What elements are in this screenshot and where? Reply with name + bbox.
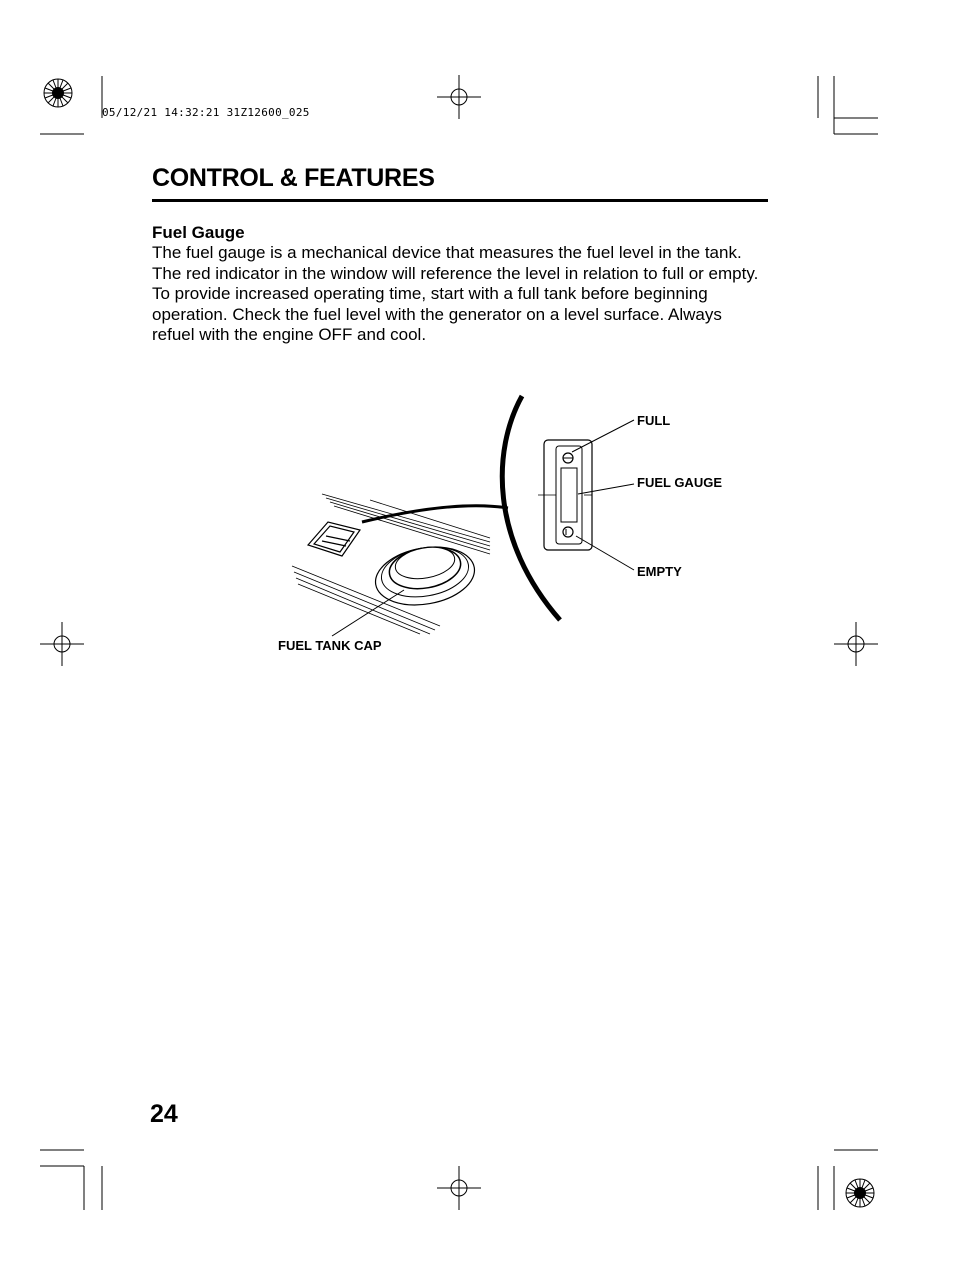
title-rule xyxy=(152,199,768,202)
fuel-gauge-illustration xyxy=(270,390,740,670)
registration-starburst-icon xyxy=(846,1179,874,1207)
registration-crosshair-icon xyxy=(437,1166,481,1210)
registration-crosshair-icon xyxy=(834,622,878,666)
fuel-tank-cap-icon xyxy=(371,540,479,613)
label-fuel-gauge: FUEL GAUGE xyxy=(637,475,722,490)
section-title: CONTROL & FEATURES xyxy=(152,164,435,192)
registration-starburst-icon xyxy=(44,79,72,107)
label-full: FULL xyxy=(637,413,671,428)
registration-crosshair-icon xyxy=(40,622,84,666)
print-stamp: 05/12/21 14:32:21 31Z12600_025 xyxy=(102,106,310,119)
body-paragraph: The fuel gauge is a mechanical device that measures the fuel level in the tank. The red indicator in the window will reference the level in relation to full or empty. To provide increased operating time, start with a full tank before beginning operation. Check the fuel level with the generator on a level surface. Always refuel with the engine OFF and cool. xyxy=(152,243,759,344)
label-empty: EMPTY xyxy=(637,564,682,579)
label-fuel-tank-cap: FUEL TANK CAP xyxy=(278,638,382,653)
page-number: 24 xyxy=(150,1100,178,1128)
subheading: Fuel Gauge xyxy=(152,223,245,242)
empty-marker-icon xyxy=(563,527,573,537)
registration-crosshair-icon xyxy=(437,75,481,119)
tank-gauge-icon xyxy=(308,522,360,556)
